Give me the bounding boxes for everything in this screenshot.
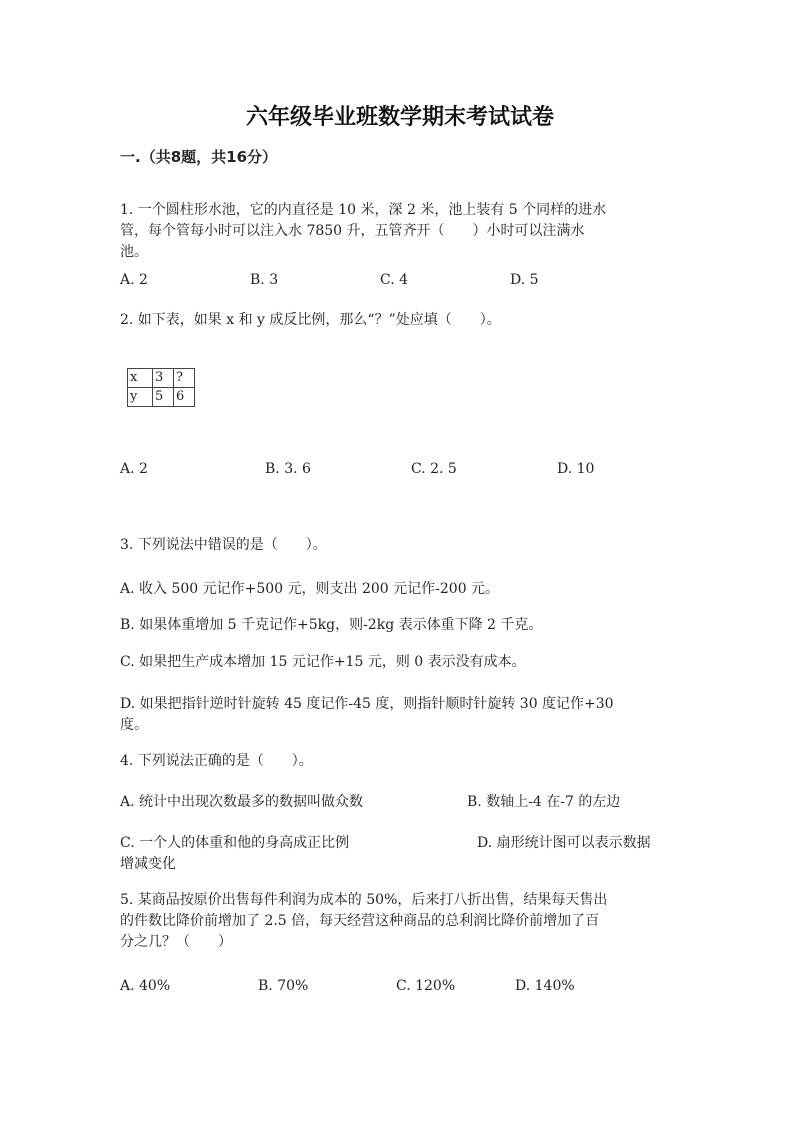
option-a: A. 2 bbox=[120, 461, 148, 477]
section-header: 一.（共8题，共16分） bbox=[120, 148, 278, 166]
option-d: D. 140% bbox=[515, 978, 575, 994]
table-cell: y bbox=[128, 388, 153, 407]
option-d-continued: 度。 bbox=[120, 717, 148, 733]
question-text: 池。 bbox=[120, 244, 148, 260]
option-a: A. 统计中出现次数最多的数据叫做众数 bbox=[120, 794, 364, 810]
option-b: B. 70% bbox=[258, 978, 309, 994]
option-a: A. 收入 500 元记作+500 元，则支出 200 元记作-200 元。 bbox=[120, 581, 500, 597]
option-a: A. 40% bbox=[120, 978, 171, 994]
option-b: B. 数轴上-4 在-7 的左边 bbox=[467, 794, 621, 810]
question-text: 管，每个管每小时可以注入水 7850 升，五管齐开（ ）小时可以注满水 bbox=[120, 223, 585, 239]
table-row bbox=[128, 388, 195, 407]
option-d: D. 10 bbox=[557, 461, 595, 477]
question-text: 的件数比降价前增加了 2.5 倍，每天经营这种商品的总利润比降价前增加了百 bbox=[120, 913, 600, 929]
table-cell: ? bbox=[174, 369, 195, 388]
option-c: C. 120% bbox=[396, 978, 456, 994]
option-d: D. 如果把指针逆时针旋转 45 度记作-45 度，则指针顺时针旋转 30 度记作+30 bbox=[120, 696, 614, 712]
option-c: C. 2. 5 bbox=[411, 461, 457, 477]
table-cell: 5 bbox=[153, 388, 174, 407]
option-b: B. 3. 6 bbox=[265, 461, 311, 477]
option-c: C. 一个人的体重和他的身高成正比例 bbox=[120, 835, 350, 851]
option-a: A. 2 bbox=[120, 272, 148, 288]
xy-table bbox=[127, 368, 195, 407]
option-b: B. 如果体重增加 5 千克记作+5kg，则-2kg 表示体重下降 2 千克。 bbox=[120, 617, 543, 633]
page-title: 六年级毕业班数学期末考试试卷 bbox=[245, 105, 554, 130]
question-text: 分之几？（ ） bbox=[120, 934, 232, 950]
table-cell: 6 bbox=[174, 388, 195, 407]
question-text: 3. 下列说法中错误的是（ ）。 bbox=[120, 537, 327, 553]
option-c: C. 如果把生产成本增加 15 元记作+15 元，则 0 表示没有成本。 bbox=[120, 654, 526, 670]
question-text: 1. 一个圆柱形水池，它的内直径是 10 米，深 2 米，池上装有 5 个同样的进水 bbox=[120, 202, 607, 218]
option-d: D. 5 bbox=[510, 272, 539, 288]
option-b: B. 3 bbox=[250, 272, 279, 288]
option-d-continued: 增减变化 bbox=[120, 856, 176, 872]
question-text: 2. 如下表，如果 x 和 y 成反比例，那么“？”处应填（ ）。 bbox=[120, 312, 501, 328]
question-text: 4. 下列说法正确的是（ ）。 bbox=[120, 753, 313, 769]
question-text: 5. 某商品按原价出售每件利润为成本的 50%，后来打八折出售，结果每天售出 bbox=[120, 892, 608, 908]
table-row bbox=[128, 369, 195, 388]
table-cell: 3 bbox=[153, 369, 174, 388]
table-cell: x bbox=[128, 369, 153, 388]
option-d: D. 扇形统计图可以表示数据 bbox=[477, 835, 651, 851]
option-c: C. 4 bbox=[380, 272, 409, 288]
